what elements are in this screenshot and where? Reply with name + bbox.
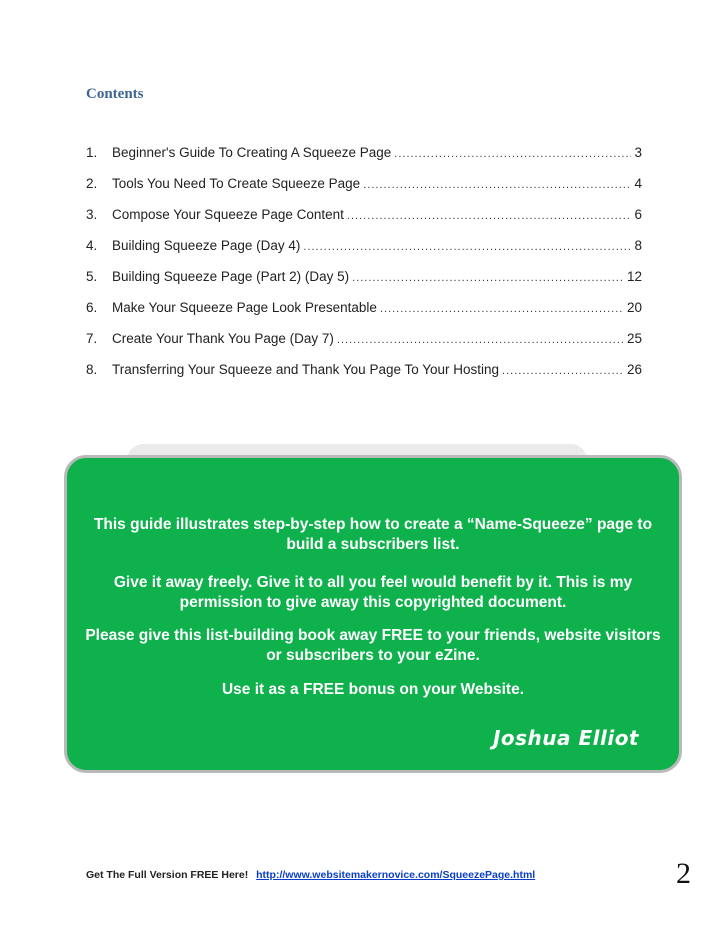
toc-item[interactable] bbox=[86, 145, 642, 176]
toc-page: 20 bbox=[626, 300, 642, 315]
toc-page: 6 bbox=[634, 207, 642, 222]
toc-leader bbox=[303, 241, 631, 253]
toc-page: 25 bbox=[626, 331, 642, 346]
toc-item[interactable] bbox=[86, 176, 642, 207]
toc-page: 3 bbox=[634, 145, 642, 160]
notice-paragraph-share: Please give this list-building book away FREE to your friends, website visitors or subscribers to your eZine. bbox=[85, 627, 661, 664]
toc-page: 12 bbox=[626, 269, 642, 284]
footer bbox=[86, 869, 535, 881]
toc-title: Transferring Your Squeeze and Thank You Page To Your Hosting bbox=[112, 362, 500, 377]
toc-number: 8. bbox=[86, 362, 98, 377]
toc-title: Create Your Thank You Page (Day 7) bbox=[112, 331, 334, 346]
toc-leader bbox=[363, 179, 631, 191]
author-signature: Joshua Elliot bbox=[492, 726, 639, 750]
toc-number: 1. bbox=[86, 145, 98, 160]
toc-number: 2. bbox=[86, 176, 98, 191]
toc-item[interactable] bbox=[86, 331, 642, 362]
contents-heading: Contents bbox=[86, 86, 144, 102]
notice-paragraph-intro: This guide illustrates step-by-step how to create a “Name-Squeeze” page to build a subscribers list. bbox=[93, 516, 653, 553]
footer-download-link[interactable]: http://www.websitemakernovice.com/SqueezePage.html bbox=[256, 869, 536, 881]
footer-text: Get The Full Version FREE Here! bbox=[86, 869, 249, 881]
toc-item[interactable] bbox=[86, 300, 642, 331]
notice-paragraph-permission: Give it away freely. Give it to all you feel would benefit by it. This is my permission to give away this copyrighted document. bbox=[113, 574, 633, 611]
toc-number: 7. bbox=[86, 331, 98, 346]
toc-number: 3. bbox=[86, 207, 98, 222]
toc-leader bbox=[380, 303, 624, 315]
toc-leader bbox=[337, 334, 624, 346]
table-of-contents bbox=[86, 145, 642, 393]
toc-leader bbox=[352, 272, 624, 284]
toc-leader bbox=[502, 365, 624, 377]
toc-item[interactable] bbox=[86, 362, 642, 393]
toc-title: Beginner's Guide To Creating A Squeeze Page bbox=[112, 145, 392, 160]
toc-page: 26 bbox=[626, 362, 642, 377]
toc-leader bbox=[347, 210, 632, 222]
toc-item[interactable] bbox=[86, 269, 642, 300]
toc-page: 4 bbox=[634, 176, 642, 191]
toc-title: Make Your Squeeze Page Look Presentable bbox=[112, 300, 377, 315]
toc-title: Building Squeeze Page (Day 4) bbox=[112, 238, 301, 253]
toc-title: Compose Your Squeeze Page Content bbox=[112, 207, 344, 222]
page-number: 2 bbox=[676, 857, 691, 890]
toc-title: Building Squeeze Page (Part 2) (Day 5) bbox=[112, 269, 350, 284]
toc-title: Tools You Need To Create Squeeze Page bbox=[112, 176, 361, 191]
toc-item[interactable] bbox=[86, 207, 642, 238]
toc-number: 4. bbox=[86, 238, 98, 253]
toc-item[interactable] bbox=[86, 238, 642, 269]
notice-paragraph-bonus: Use it as a FREE bonus on your Website. bbox=[221, 681, 525, 698]
toc-number: 5. bbox=[86, 269, 98, 284]
toc-page: 8 bbox=[634, 238, 642, 253]
toc-number: 6. bbox=[86, 300, 98, 315]
toc-leader bbox=[394, 148, 631, 160]
permission-notice-box bbox=[64, 455, 682, 773]
